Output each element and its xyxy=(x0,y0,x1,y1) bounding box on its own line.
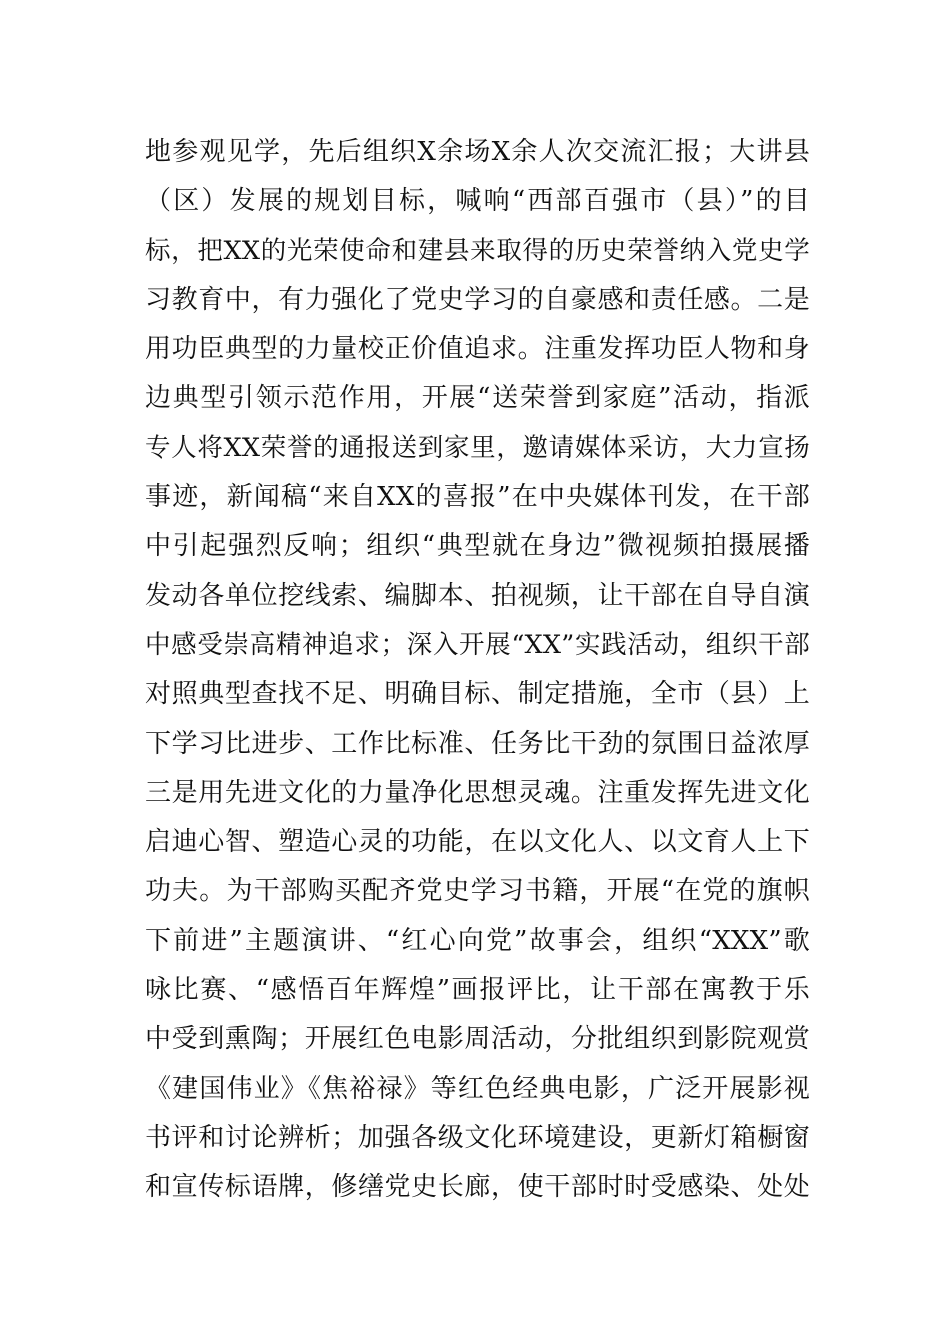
text-line: 边典型引领示范作用，开展“送荣誉到家庭”活动，指派 xyxy=(145,383,810,414)
text-line: 对照典型查找不足、明确目标、制定措施，全市（县）上 xyxy=(145,679,810,710)
text-line: 《建国伟业》《焦裕禄》等红色经典电影，广泛开展影视 xyxy=(145,1073,810,1104)
text-line: 中引起强烈反响；组织“典型就在身边”微视频拍摄展播 xyxy=(145,531,810,562)
text-line: （区）发展的规划目标，喊响“西部百强市（县）”的目 xyxy=(145,186,810,217)
text-line: 地参观见学，先后组织X余场X余人次交流汇报；大讲县 xyxy=(145,137,810,167)
text-line: 下前进”主题演讲、“红心向党”故事会，组织“XXX”歌 xyxy=(145,925,810,956)
text-line: 三是用先进文化的力量净化思想灵魂。注重发挥先进文化 xyxy=(145,777,810,808)
body-paragraph xyxy=(145,128,810,1213)
text-line: 标，把XX的光荣使命和建县来取得的历史荣誉纳入党史学 xyxy=(145,235,810,266)
text-line: 发动各单位挖线索、编脚本、拍视频，让干部在自导自演 xyxy=(145,580,810,611)
text-line: 下学习比进步、工作比标准、任务比干劲的氛围日益浓厚 xyxy=(145,728,810,759)
text-line: 书评和讨论辨析；加强各级文化环境建设，更新灯箱橱窗 xyxy=(145,1122,810,1153)
text-line: 中受到熏陶；开展红色电影周活动，分批组织到影院观赏 xyxy=(145,1024,810,1055)
text-line: 中感受崇高精神追求；深入开展“XX”实践活动，组织干部 xyxy=(145,629,810,660)
text-line: 咏比赛、“感悟百年辉煌”画报评比，让干部在寓教于乐 xyxy=(145,975,810,1006)
text-line: 用功臣典型的力量校正价值追求。注重发挥功臣人物和身 xyxy=(145,334,810,365)
text-line: 和宣传标语牌，修缮党史长廊，使干部时时受感染、处处 xyxy=(145,1172,810,1203)
text-line: 专人将XX荣誉的通报送到家里，邀请媒体采访，大力宣扬 xyxy=(145,432,810,463)
text-line: 启迪心智、塑造心灵的功能，在以文化人、以文育人上下 xyxy=(145,827,810,858)
text-line: 事迹，新闻稿“来自XX的喜报”在中央媒体刊发，在干部 xyxy=(145,482,810,513)
text-line: 功夫。为干部购买配齐党史学习书籍，开展“在党的旗帜 xyxy=(145,876,810,907)
text-line: 习教育中，有力强化了党史学习的自豪感和责任感。二是 xyxy=(145,284,810,315)
